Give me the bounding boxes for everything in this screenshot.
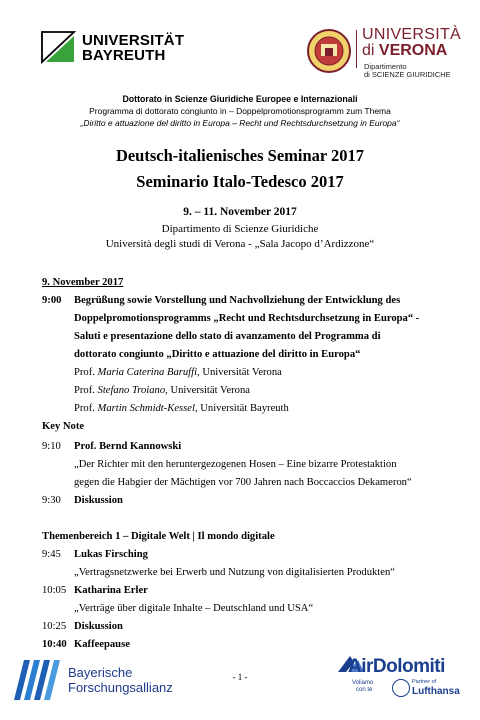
airdolomiti-name: AirDolomiti xyxy=(348,656,445,677)
univr-divider xyxy=(356,30,357,68)
day-heading: 9. November 2017 xyxy=(42,277,124,288)
title-german: Deutsch-italienisches Seminar 2017 xyxy=(115,146,365,165)
keynote-title-line1: „Der Richter mit den heruntergezogenen Hosen – Eine bizarre Protestaktion xyxy=(74,459,397,470)
page-number: - 1 - xyxy=(232,672,248,682)
speaker-line xyxy=(74,366,282,379)
speaker-affiliation: , Universität Verona xyxy=(165,385,250,396)
speaker-affiliation: , Universität Verona xyxy=(197,367,282,378)
program-line2: Programma di dottorato congiunto in – Doppelpromotionsprogramm zum Thema xyxy=(89,106,391,116)
talk-title-945: „Vertragsnetzwerke bei Erwerb und Nutzung von digitalisierten Produkten“ xyxy=(74,567,395,578)
time-945: 9:45 xyxy=(42,549,61,560)
airdolomiti-logo xyxy=(334,652,474,704)
bfa-name-line2: Forschungsallianz xyxy=(68,680,173,695)
session-900-line1: Begrüßung sowie Vorstellung und Nachvollziehung der Entwicklung des xyxy=(74,295,401,306)
speaker-name: Martin Schmidt-Kessel xyxy=(97,403,195,414)
program-line3: „Diritto e attuazione del diritto in Europa – Recht und Rechtsdurchsetzung in Europa“ xyxy=(80,118,400,128)
ubt-logo xyxy=(40,30,185,68)
speaker-945: Lukas Firsching xyxy=(74,549,148,560)
speaker-1005: Katharina Erler xyxy=(74,585,148,596)
speaker-prefix: Prof. xyxy=(74,403,98,414)
event-dates: 9. – 11. November 2017 xyxy=(183,206,297,218)
speaker-name: Maria Caterina Baruffi xyxy=(97,367,198,378)
ubt-emblem-icon xyxy=(40,30,76,64)
partner-of-label: Partner of xyxy=(412,679,437,685)
univr-logo xyxy=(306,26,462,79)
time-930: 9:30 xyxy=(42,495,61,506)
event-venue: Università degli studi di Verona - „Sala Jacopo d’Ardizzone“ xyxy=(105,238,375,250)
univr-name-line2: VERONA xyxy=(378,42,448,59)
schedule-item-1025 xyxy=(0,620,480,633)
schedule-item-945 xyxy=(0,548,480,561)
lufthansa-name: Lufthansa xyxy=(412,686,460,697)
speaker-prefix: Prof. xyxy=(74,385,98,396)
session-900-line3: Saluti e presentazione dello stato di avanzamento del Programma di xyxy=(74,331,381,342)
coffee-break-label: Kaffeepause xyxy=(74,639,130,650)
bfa-name-line1: Bayerische xyxy=(68,665,133,680)
schedule-item-900 xyxy=(0,294,480,307)
schedule-item-1005 xyxy=(0,584,480,597)
univr-dept-line2: di SCIENZE GIURIDICHE xyxy=(364,70,451,79)
keynote-label: Key Note xyxy=(42,421,85,432)
keynote-speaker: Prof. Bernd Kannowski xyxy=(74,441,182,452)
time-1025: 10:25 xyxy=(42,621,67,632)
schedule-item-1040 xyxy=(0,638,480,651)
session-900-line2: Doppelpromotionsprogramms „Recht und Rechtsdurchsetzung in Europa“ - xyxy=(74,313,420,324)
univr-dept-line1: Dipartimento xyxy=(364,62,407,71)
univr-di: di xyxy=(362,42,375,59)
time-1040: 10:40 xyxy=(42,639,67,650)
discussion-label: Diskussion xyxy=(74,495,123,506)
speaker-affiliation: , Universität Bayreuth xyxy=(194,403,289,414)
speaker-line xyxy=(74,384,250,397)
schedule-item-930 xyxy=(0,494,480,507)
univr-name-line1: UNIVERSITÀ xyxy=(362,26,462,43)
schedule-item-910 xyxy=(0,440,480,453)
speaker-line xyxy=(74,402,289,415)
ubt-name-line1: UNIVERSITÄT xyxy=(82,32,185,49)
talk-title-1005: „Verträge über digitale Inhalte – Deutschland und USA“ xyxy=(74,603,314,614)
airdolomiti-slogan-line2: con te xyxy=(356,687,373,693)
speaker-name: Stefano Troiano xyxy=(97,385,166,396)
program-line1: Dottorato in Scienze Giuridiche Europee e Internazionali xyxy=(122,94,358,104)
time-900: 9:00 xyxy=(42,295,62,306)
time-1005: 10:05 xyxy=(42,585,67,596)
speaker-prefix: Prof. xyxy=(74,367,98,378)
session-900-line4: dottorato congiunto „Diritto e attuazione del diritto in Europa“ xyxy=(74,349,361,360)
airdolomiti-slogan-line1: Voliamo xyxy=(352,680,374,686)
theme-heading: Themenbereich 1 – Digitale Welt | Il mondo digitale xyxy=(42,531,275,542)
univr-seal-icon xyxy=(306,28,352,74)
lufthansa-crane-icon xyxy=(392,679,410,697)
ubt-name-line2: BAYREUTH xyxy=(82,47,166,64)
title-italian: Seminario Italo-Tedesco 2017 xyxy=(136,172,344,191)
time-910: 9:10 xyxy=(42,441,61,452)
event-department: Dipartimento di Scienze Giuridiche xyxy=(161,223,319,235)
keynote-title-line2: gegen die Habgier der Mächtigen vor 700 Jahren nach Boccaccios Dekameron“ xyxy=(74,477,412,488)
discussion-label: Diskussion xyxy=(74,621,123,632)
